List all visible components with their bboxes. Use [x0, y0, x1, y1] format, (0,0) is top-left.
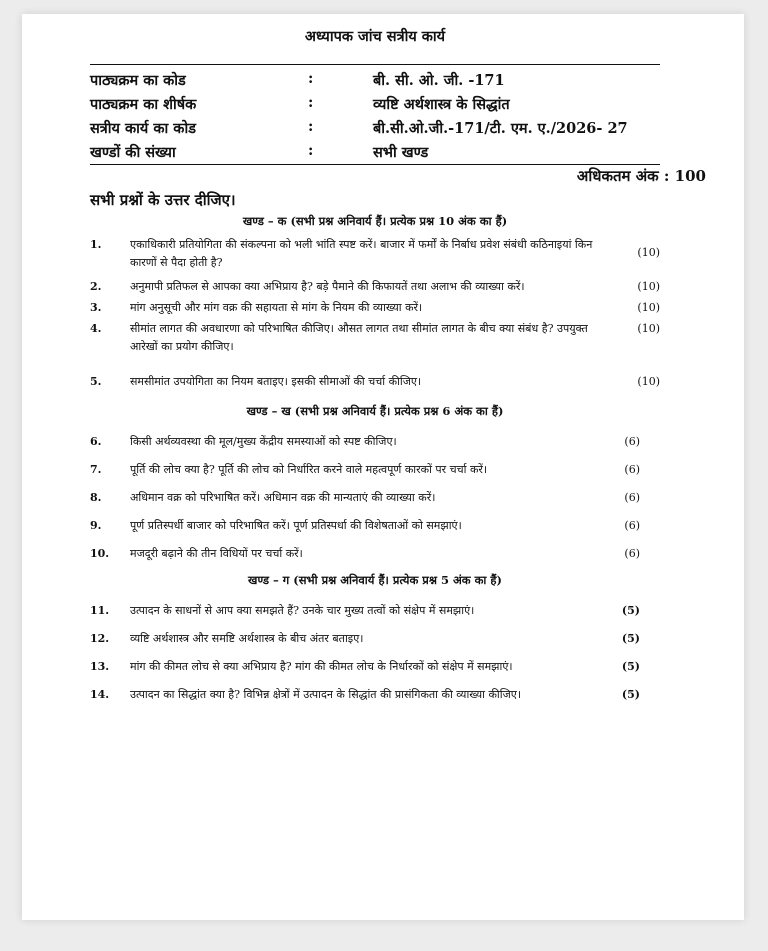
info-label: पाठ्यक्रम का कोड: [90, 72, 186, 89]
question-number: 10.: [90, 547, 110, 560]
question-number: 14.: [90, 688, 110, 701]
question-text: पूर्ति की लोच क्या है? पूर्ति की लोच को निर्धारित करने वाले महत्वपूर्ण कारकों पर चर्चा करें।: [130, 463, 488, 476]
question-text: उत्पादन का सिद्धांत क्या है? विभिन्न क्षेत्रों में उत्पादन के सिद्धांत की प्रासंगिकता की व्याख्या कीजिए।: [130, 688, 522, 701]
question-text: समसीमांत उपयोगिता का नियम बताइए। इसकी सीमाओं की चर्चा कीजिए।: [130, 375, 422, 388]
question-marks: (6): [624, 519, 640, 532]
question-marks: (5): [621, 660, 640, 673]
question-marks: (10): [637, 301, 660, 314]
info-label: खण्डों की संख्या: [90, 144, 176, 161]
question-text: सीमांत लागत की अवधारणा को परिभाषित कीजिए। औसत लागत तथा सीमांत लागत के बीच क्या संबंध है? उपयुक्त आरेखों का प्रयोग कीजिए।: [130, 322, 588, 353]
question-number: 9.: [90, 519, 102, 532]
question-number: 5.: [90, 375, 102, 388]
question-marks: (10): [637, 375, 660, 388]
info-colon: :: [308, 70, 314, 87]
section-heading-b: खण्ड – ख (सभी प्रश्न अनिवार्य हैं। प्रत्येक प्रश्न 6 अंक का हैं): [246, 404, 504, 418]
question-marks: (10): [637, 322, 660, 335]
question-text: पूर्ण प्रतिस्पर्धी बाजार को परिभाषित करें। पूर्ण प्रतिस्पर्धा की विशेषताओं को समझाएं।: [130, 519, 462, 532]
info-value: सभी खण्ड: [373, 144, 429, 161]
question-marks: (5): [621, 688, 640, 701]
info-colon: :: [308, 94, 314, 111]
info-value: बी. सी. ओ. जी. -171: [373, 72, 505, 89]
info-value: बी.सी.ओ.जी.-171/टी. एम. ए./2026- 27: [373, 120, 628, 137]
section-heading-c: खण्ड – ग (सभी प्रश्न अनिवार्य हैं। प्रत्येक प्रश्न 5 अंक का हैं): [248, 573, 502, 587]
question-number: 6.: [90, 435, 102, 448]
question-marks: (6): [624, 435, 640, 448]
question-number: 13.: [90, 660, 110, 673]
question-number: 2.: [90, 280, 102, 293]
max-marks: अधिकतम अंक : 100: [576, 167, 706, 185]
question-number: 4.: [90, 322, 102, 335]
top-rule: [90, 64, 660, 65]
info-colon: :: [308, 142, 314, 159]
question-marks: (10): [637, 246, 660, 259]
question-number: 1.: [90, 238, 102, 251]
question-text: मजदूरी बढ़ाने की तीन विधियों पर चर्चा करें।: [130, 547, 303, 560]
question-text: अनुमापी प्रतिफल से आपका क्या अभिप्राय है? बड़े पैमाने की किफायतें तथा अलाभ की व्याख्या करें।: [130, 280, 525, 293]
question-text: किसी अर्थव्यवस्था की मूल/मुख्य केंद्रीय समस्याओं को स्पष्ट कीजिए।: [130, 435, 397, 448]
document-title: अध्यापक जांच सत्रीय कार्य: [304, 28, 446, 45]
question-marks: (5): [621, 604, 640, 617]
question-marks: (5): [621, 632, 640, 645]
question-marks: (6): [624, 463, 640, 476]
question-text: उत्पादन के साधनों से आप क्या समझते हैं? उनके चार मुख्य तत्वों को संक्षेप में समझाएं।: [130, 604, 475, 617]
question-text: व्यष्टि अर्थशास्त्र और समष्टि अर्थशास्त्र के बीच अंतर बताइए।: [130, 632, 364, 645]
question-text: अधिमान वक्र को परिभाषित करें। अधिमान वक्र की मान्यताएं की व्याख्या करें।: [130, 491, 436, 504]
info-label: पाठ्यक्रम का शीर्षक: [90, 96, 197, 113]
info-row-assignment-code: [90, 118, 660, 140]
question-marks: (6): [624, 547, 640, 560]
info-bottom-rule: [90, 164, 660, 165]
instruction: सभी प्रश्नों के उत्तर दीजिए।: [90, 191, 236, 209]
question-number: 8.: [90, 491, 102, 504]
section-heading-a: खण्ड – क (सभी प्रश्न अनिवार्य हैं। प्रत्येक प्रश्न 10 अंक का हैं): [242, 214, 508, 228]
info-row-course-code: [90, 70, 660, 92]
info-row-blocks: [90, 142, 660, 164]
question-text: मांग अनुसूची और मांग वक्र की सहायता से मांग के नियम की व्याख्या करें।: [130, 301, 423, 314]
question-text: एकाधिकारी प्रतियोगिता की संकल्पना को भली भांति स्पष्ट करें। बाजार में फर्मों के निर्बाध प्रवेश संबंधी कठिनाइयां किन कारणों से पैदा होती है?: [130, 238, 593, 269]
question-marks: (10): [637, 280, 660, 293]
question-number: 7.: [90, 463, 102, 476]
info-colon: :: [308, 118, 314, 135]
question-marks: (6): [624, 491, 640, 504]
info-label: सत्रीय कार्य का कोड: [90, 120, 196, 137]
question-text: मांग की कीमत लोच से क्या अभिप्राय है? मांग की कीमत लोच के निर्धारकों को संक्षेप में समझाएं।: [130, 660, 513, 673]
info-value: व्यष्टि अर्थशास्त्र के सिद्धांत: [373, 96, 510, 113]
question-number: 12.: [90, 632, 110, 645]
question-number: 3.: [90, 301, 102, 314]
info-row-course-title: [90, 94, 660, 116]
question-number: 11.: [90, 604, 110, 617]
